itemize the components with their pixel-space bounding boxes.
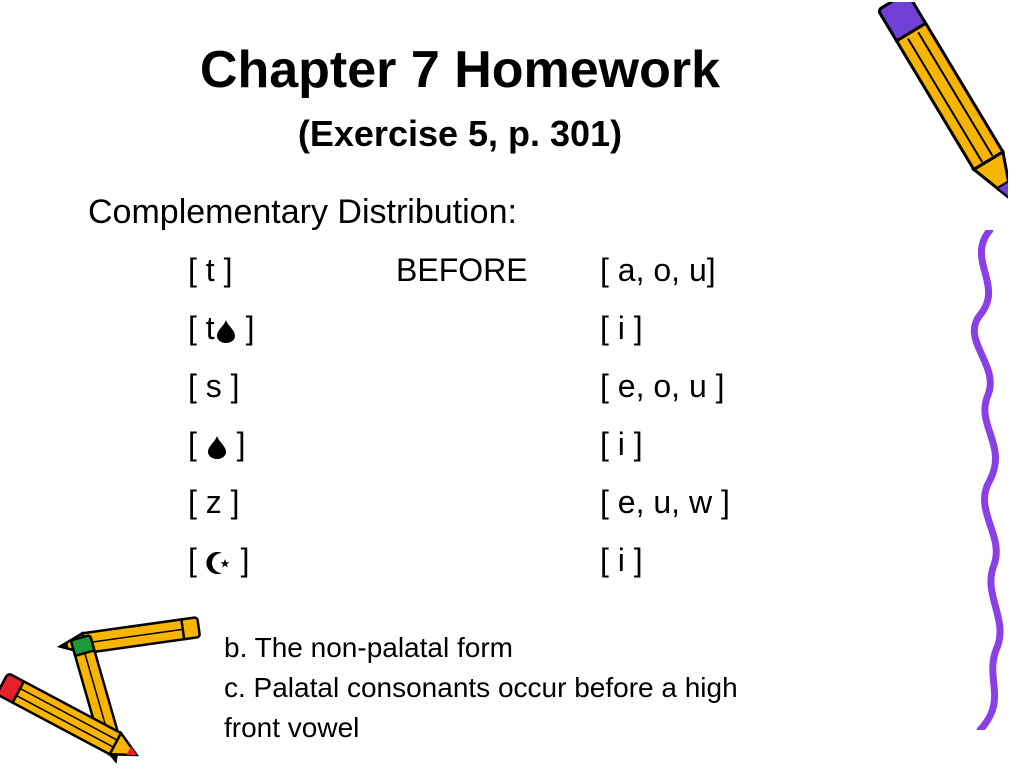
wavy-line-decoration — [960, 230, 1020, 730]
note-c-line1: c. Palatal consonants occur before a high — [224, 672, 738, 703]
environment-cell: [ i ] — [600, 426, 643, 462]
sound-open: [ t — [188, 310, 215, 346]
sound-close: ] — [231, 542, 250, 578]
sound-cell — [188, 420, 246, 468]
environment-cell: [ e, u, w ] — [600, 484, 730, 520]
sound-close: ] — [227, 426, 246, 462]
environment-cell: [ a, o, u] — [600, 252, 716, 288]
relation-cell: BEFORE — [396, 252, 528, 288]
sound-cell — [188, 304, 254, 352]
sound-cell — [188, 536, 250, 584]
environment-cell: [ i ] — [600, 542, 643, 578]
sound-cell: [ s ] — [188, 368, 240, 404]
note-b: b. The non-palatal form — [224, 632, 513, 663]
sound-cell: [ z ] — [188, 484, 240, 520]
section-heading: Complementary Distribution: — [88, 193, 517, 231]
environment-cell: [ i ] — [600, 310, 643, 346]
page-title: Chapter 7 Homework — [199, 41, 721, 99]
sound-cell: [ t ] — [188, 252, 233, 288]
pencil-group-icon — [0, 615, 210, 765]
page-subtitle: (Exercise 5, p. 301) — [297, 113, 623, 154]
crescent-star-symbol — [206, 550, 232, 576]
sound-open: [ — [188, 542, 206, 578]
pencil-icon — [858, 2, 1008, 242]
environment-cell: [ e, o, u ] — [600, 368, 725, 404]
sound-open: [ — [188, 426, 206, 462]
sound-close: ] — [236, 310, 255, 346]
drop-symbol — [206, 434, 228, 460]
answer-notes — [224, 628, 864, 748]
drop-symbol — [215, 318, 237, 344]
note-c-line2: front vowel — [224, 712, 360, 743]
